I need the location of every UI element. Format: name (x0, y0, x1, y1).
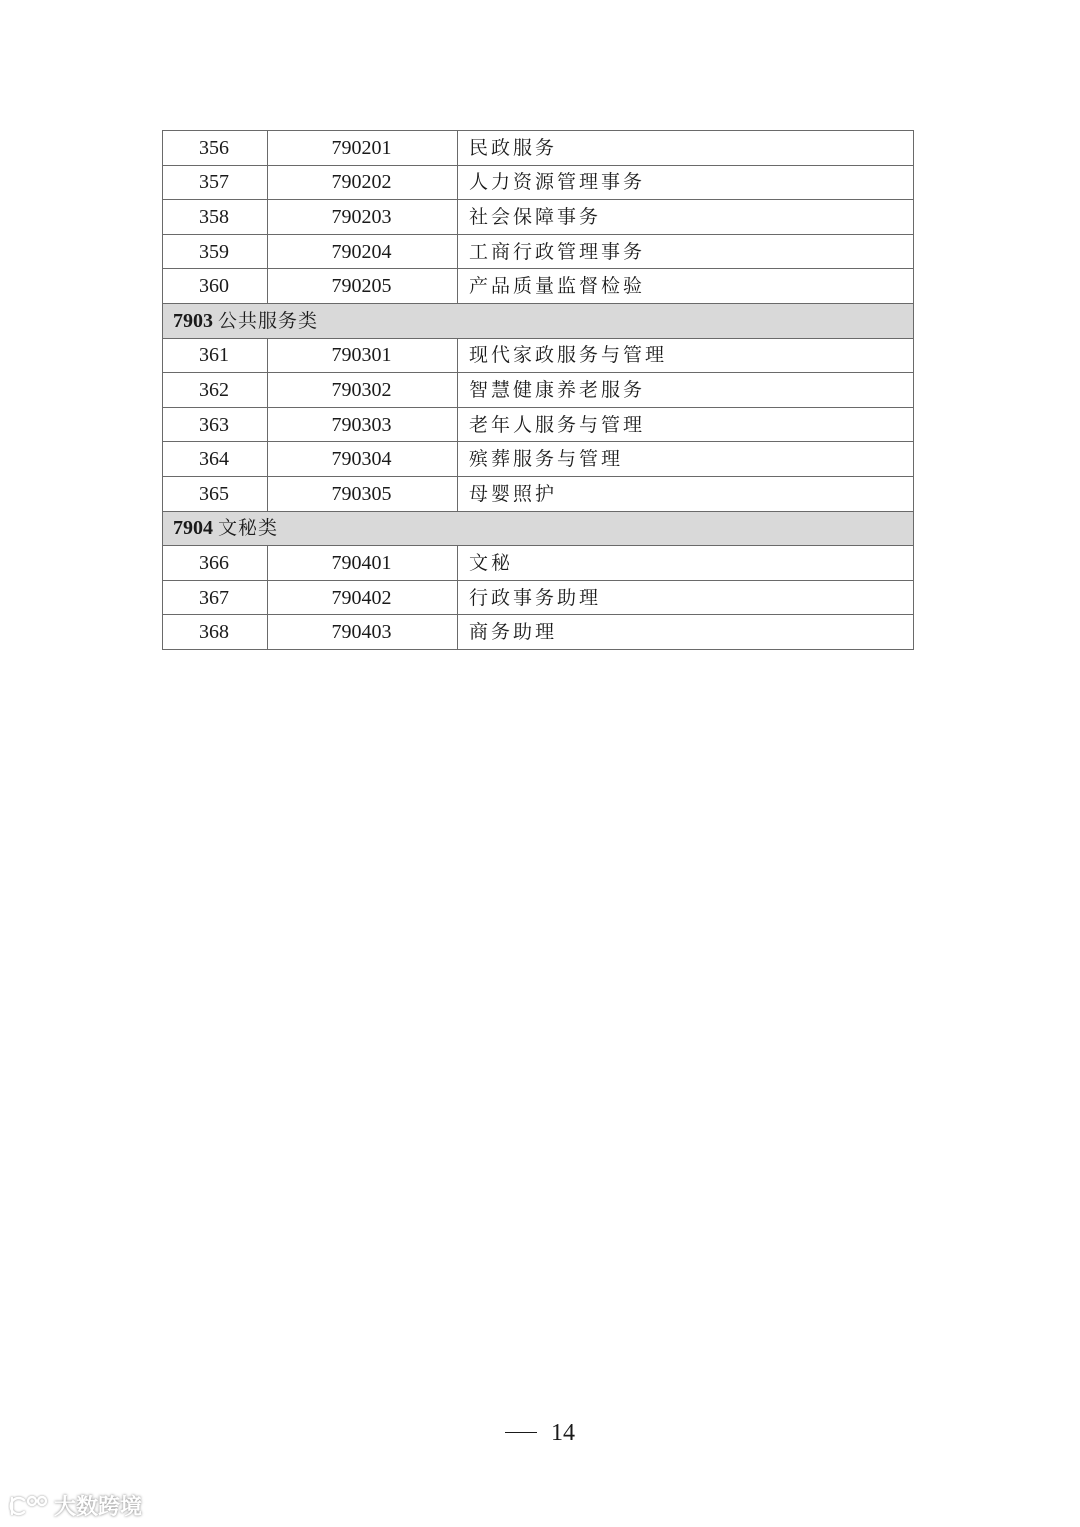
seq-cell: 364 (163, 442, 268, 477)
seq-cell: 362 (163, 373, 268, 408)
table-row (163, 234, 914, 269)
name-cell: 现代家政服务与管理 (458, 338, 914, 373)
seq-cell: 368 (163, 615, 268, 650)
code-cell: 790302 (268, 373, 458, 408)
seq-cell: 361 (163, 338, 268, 373)
code-cell: 790205 (268, 269, 458, 304)
category-header (163, 303, 914, 338)
table-row (163, 373, 914, 408)
table-row (163, 580, 914, 615)
seq-cell: 356 (163, 131, 268, 166)
brand-logo-icon (8, 1494, 50, 1518)
table-row (163, 476, 914, 511)
category-name: 公共服务类 (218, 309, 319, 332)
page-number-text: 14 (551, 1420, 575, 1446)
watermark-text: 大数跨境 (54, 1495, 143, 1520)
code-cell: 790201 (268, 131, 458, 166)
code-cell: 790202 (268, 165, 458, 200)
page-number (0, 1420, 1080, 1447)
table-row (163, 131, 914, 166)
category-header (163, 511, 914, 546)
table-row (163, 546, 914, 581)
name-cell: 殡葬服务与管理 (458, 442, 914, 477)
code-cell: 790301 (268, 338, 458, 373)
name-cell: 民政服务 (458, 131, 914, 166)
watermark (8, 1490, 142, 1521)
seq-cell: 357 (163, 165, 268, 200)
name-cell: 母婴照护 (458, 476, 914, 511)
name-cell: 产品质量监督检验 (458, 269, 914, 304)
name-cell: 社会保障事务 (458, 200, 914, 235)
code-cell: 790303 (268, 407, 458, 442)
code-cell: 790304 (268, 442, 458, 477)
em-dash (505, 1432, 537, 1434)
name-cell: 智慧健康养老服务 (458, 373, 914, 408)
major-catalog-table (162, 130, 914, 650)
name-cell: 人力资源管理事务 (458, 165, 914, 200)
name-cell: 行政事务助理 (458, 580, 914, 615)
category-header-row (163, 303, 914, 338)
code-cell: 790203 (268, 200, 458, 235)
code-cell: 790402 (268, 580, 458, 615)
table-row (163, 442, 914, 477)
category-code: 7903 (173, 309, 213, 332)
table-row (163, 407, 914, 442)
table-row (163, 269, 914, 304)
code-cell: 790305 (268, 476, 458, 511)
name-cell: 文秘 (458, 546, 914, 581)
table-row (163, 338, 914, 373)
seq-cell: 365 (163, 476, 268, 511)
table-row (163, 615, 914, 650)
table-row (163, 200, 914, 235)
seq-cell: 367 (163, 580, 268, 615)
seq-cell: 363 (163, 407, 268, 442)
seq-cell: 358 (163, 200, 268, 235)
name-cell: 老年人服务与管理 (458, 407, 914, 442)
seq-cell: 366 (163, 546, 268, 581)
seq-cell: 359 (163, 234, 268, 269)
code-cell: 790401 (268, 546, 458, 581)
category-code: 7904 (173, 517, 213, 540)
code-cell: 790403 (268, 615, 458, 650)
category-name: 文秘类 (218, 517, 279, 540)
code-cell: 790204 (268, 234, 458, 269)
category-header-row (163, 511, 914, 546)
table-row (163, 165, 914, 200)
seq-cell: 360 (163, 269, 268, 304)
name-cell: 商务助理 (458, 615, 914, 650)
name-cell: 工商行政管理事务 (458, 234, 914, 269)
